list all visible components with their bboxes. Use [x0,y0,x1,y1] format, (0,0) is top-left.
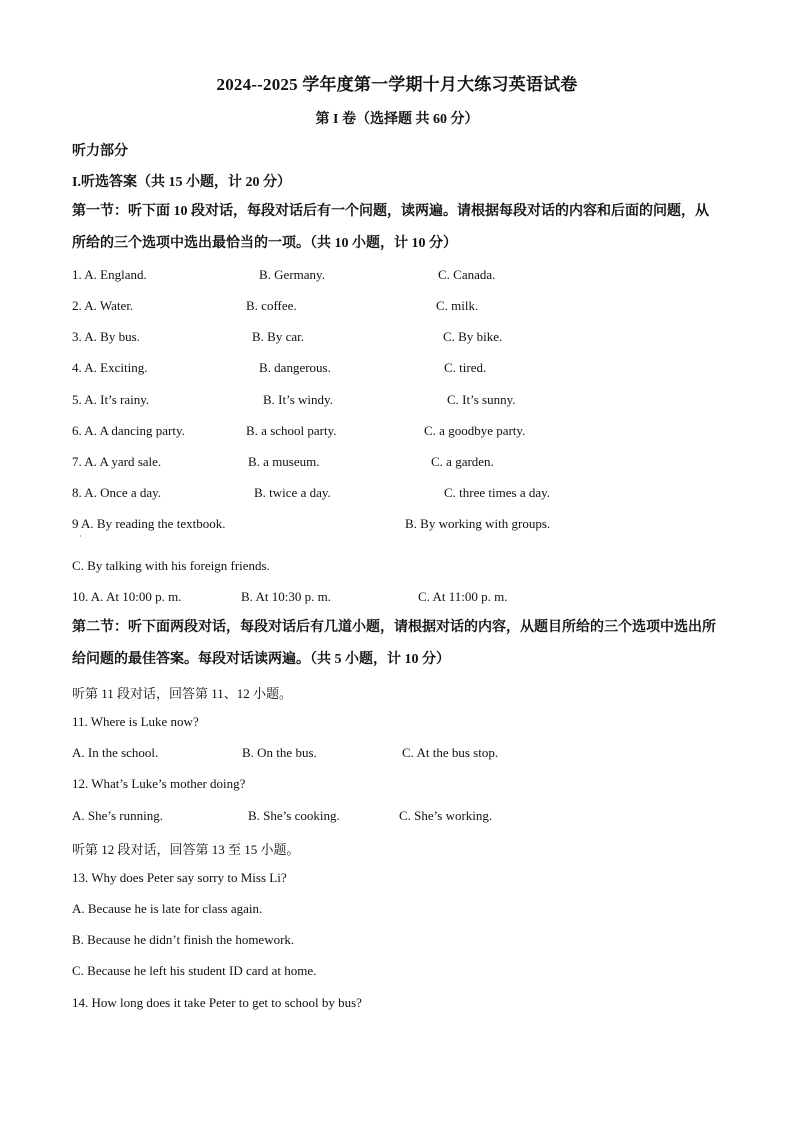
option-c: C. At the bus stop. [402,745,499,760]
option-a: 8. A. Once a day. [72,485,162,500]
option-a: A. In the school. [72,745,159,760]
option-c: C. milk. [436,298,479,313]
option-b: B. She’s cooking. [248,808,340,823]
paper-subtitle: 第 I 卷（选择题 共 60 分） [315,112,479,127]
option-c: C. At 11:00 p. m. [418,589,508,604]
option-c: C. three times a day. [444,485,551,500]
option-a: 6. A. A dancing party. [72,423,185,438]
option-c: C. It’s sunny. [447,392,516,407]
option-b: B. By working with groups. [405,516,551,531]
option-a: 1. A. England. [72,267,147,282]
option-c: C. a goodbye party. [424,423,526,438]
option-b: B. dangerous. [259,360,331,375]
section1-instruction: 第一节：听下面 10 段对话，每段对话后有一个问题，读两遍。请根据每段对话的内容和后面的问题，从所给的三个选项中选出最恰当的一项。（共 10 小题，计 10 分） [72,204,709,251]
option-b: B. a school party. [246,423,337,438]
option-a: A. She’s running. [72,808,163,823]
part1-heading: I.听选答案（共 15 小题，计 20 分） [72,175,291,190]
option-b: B. Germany. [259,267,325,282]
option-b: B. At 10:30 p. m. [241,589,331,604]
option-c: C. a garden. [431,454,494,469]
option-b: B. On the bus. [242,745,317,760]
option-c: C. Because he left his student ID card at home. [72,963,317,978]
option-b: B. coffee. [246,298,297,313]
option-c: C. By talking with his foreign friends. [72,558,270,573]
option-a: 5. A. It’s rainy. [72,392,150,407]
dialog12-intro: 听第 12 段对话，回答第 13 至 15 小题。 [72,842,300,857]
section2-instruction: 第二节：听下面两段对话，每段对话后有几道小题，请根据对话的内容，从题目所给的三个选项中选出所给问题的最佳答案。每段对话读两遍。（共 5 小题，计 10 分） [72,620,716,667]
option-a: 3. A. By bus. [72,329,140,344]
option-a: 9 A. By reading the textbook. [72,516,226,531]
option-a: 10. A. At 10:00 p. m. [72,589,182,604]
option-a: A. Because he is late for class again. [72,901,263,916]
exam-title: 2024--2025 学年度第一学期十月大练习英语试卷 [216,75,578,94]
option-b: B. Because he didn’t finish the homework. [72,932,295,947]
option-b: B. By car. [252,329,304,344]
option-c: C. tired. [444,360,487,375]
option-b: B. a museum. [248,454,320,469]
question-stem: 14. How long does it take Peter to get to school by bus? [72,995,362,1010]
option-a: 2. A. Water. [72,298,134,313]
stray-dot-mark: · [79,532,82,541]
option-c: C. Canada. [438,267,496,282]
option-b: B. It’s windy. [263,392,333,407]
option-c: C. By bike. [443,329,503,344]
option-a: 7. A. A yard sale. [72,454,162,469]
question-stem: 12. What’s Luke’s mother doing? [72,776,246,791]
section-listening-label: 听力部分 [72,144,128,159]
question-stem: 11. Where is Luke now? [72,714,199,729]
option-a: 4. A. Exciting. [72,360,148,375]
dialog11-intro: 听第 11 段对话，回答第 11、12 小题。 [72,686,293,701]
option-c: C. She’s working. [399,808,493,823]
question-stem: 13. Why does Peter say sorry to Miss Li? [72,870,287,885]
option-b: B. twice a day. [254,485,331,500]
